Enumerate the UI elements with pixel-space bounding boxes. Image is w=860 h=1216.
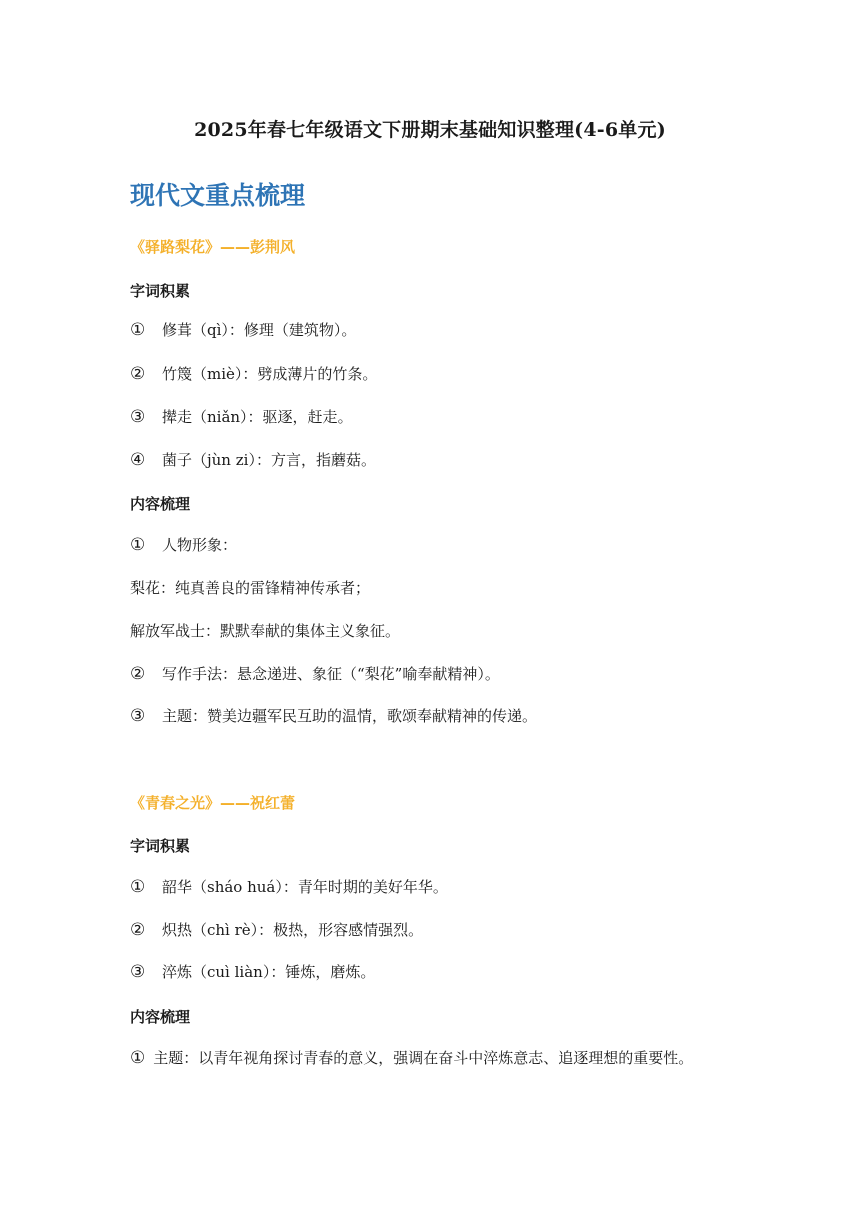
vocab-item bbox=[130, 920, 423, 940]
item-number: ③ bbox=[130, 706, 146, 726]
vocab-item bbox=[130, 962, 375, 982]
content-heading: 内容梳理 bbox=[130, 495, 191, 513]
item-number: ② bbox=[130, 920, 146, 940]
article-title-qingchun-zhiguang: 《青春之光》——祝红蕾 bbox=[130, 794, 296, 812]
content-item bbox=[130, 535, 237, 555]
item-text: 炽热（chì rè）：极热，形容感情强烈。 bbox=[162, 921, 424, 939]
content-heading: 内容梳理 bbox=[130, 1008, 191, 1026]
item-text: 菌子（jùn zi）：方言，指蘑菇。 bbox=[162, 451, 376, 469]
item-text: 主题：赞美边疆军民互助的温情，歌颂奉献精神的传递。 bbox=[162, 707, 538, 725]
vocab-heading: 字词积累 bbox=[130, 837, 191, 855]
item-text: 修葺（qì）：修理（建筑物）。 bbox=[162, 321, 357, 339]
document-title: 2025年春七年级语文下册期末基础知识整理(4-6单元) bbox=[194, 119, 666, 141]
item-number: ① bbox=[130, 1048, 146, 1068]
item-number: ① bbox=[130, 877, 146, 897]
item-text: 写作手法：悬念递进、象征（“梨花”喻奉献精神）。 bbox=[162, 665, 500, 683]
vocab-item bbox=[130, 877, 448, 897]
content-item bbox=[130, 706, 537, 726]
article-title-yilu-lihua: 《驿路梨花》——彭荆风 bbox=[130, 238, 296, 256]
content-item bbox=[130, 1048, 740, 1068]
item-number: ② bbox=[130, 364, 146, 384]
vocab-item bbox=[130, 407, 353, 427]
item-text: 人物形象： bbox=[162, 536, 238, 554]
content-item bbox=[130, 664, 500, 684]
item-number: ① bbox=[130, 320, 146, 340]
section-title: 现代文重点梳理 bbox=[130, 181, 306, 210]
item-text: 淬炼（cuì liàn）：锤炼，磨炼。 bbox=[162, 963, 376, 981]
item-number: ③ bbox=[130, 407, 146, 427]
vocab-item bbox=[130, 450, 376, 470]
item-number: ① bbox=[130, 535, 146, 555]
item-number: ④ bbox=[130, 450, 146, 470]
content-text: 解放军战士：默默奉献的集体主义象征。 bbox=[130, 622, 401, 640]
item-number: ② bbox=[130, 664, 146, 684]
vocab-item bbox=[130, 320, 356, 340]
item-number: ③ bbox=[130, 962, 146, 982]
vocab-item bbox=[130, 364, 377, 384]
content-text: 梨花：纯真善良的雷锋精神传承者； bbox=[130, 579, 371, 597]
item-text: 主题：以青年视角探讨青春的意义，强调在奋斗中淬炼意志、追逐理想的重要性。 bbox=[153, 1049, 694, 1067]
item-text: 韶华（sháo huá）：青年时期的美好年华。 bbox=[162, 878, 448, 896]
item-text: 竹篾（miè）：劈成薄片的竹条。 bbox=[162, 365, 378, 383]
vocab-heading: 字词积累 bbox=[130, 282, 191, 300]
item-text: 撵走（niǎn）：驱逐，赶走。 bbox=[162, 408, 353, 426]
